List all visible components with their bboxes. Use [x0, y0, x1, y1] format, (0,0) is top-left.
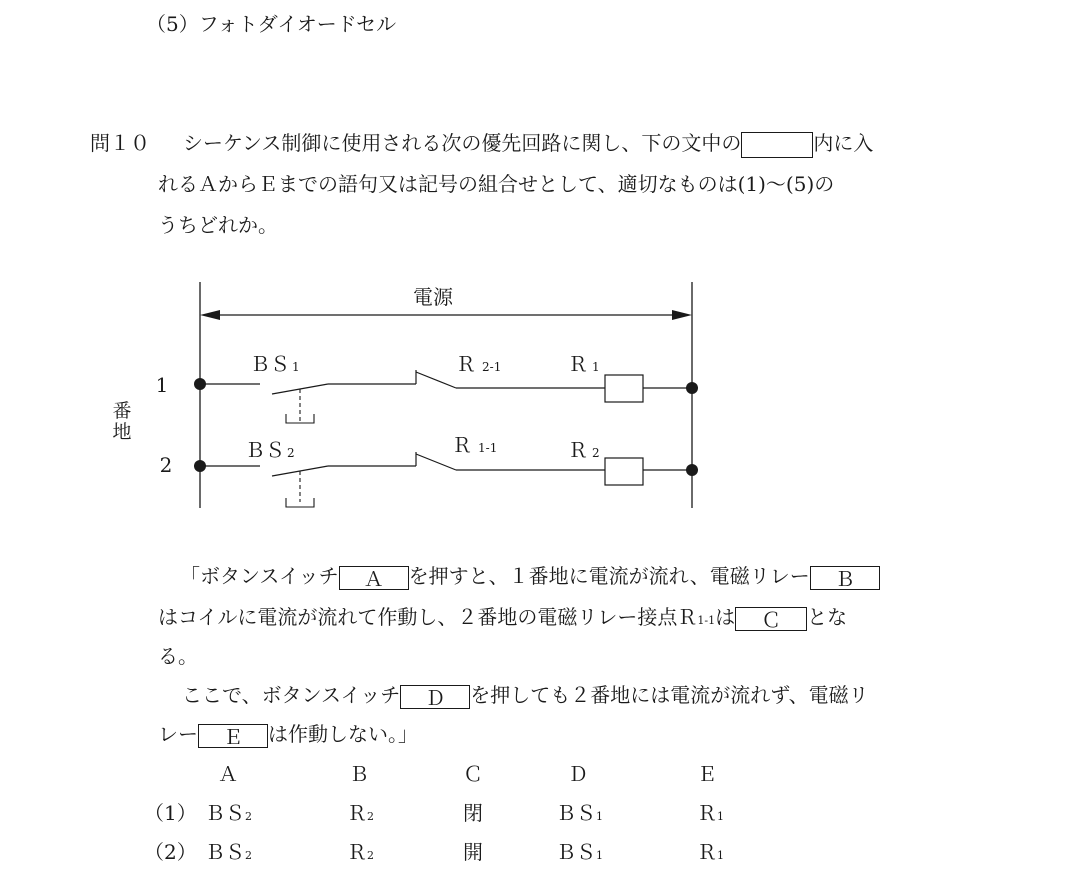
option-number: （1） [144, 801, 197, 825]
passage-text: レー [158, 722, 198, 746]
r1-1-label: Ｒ 1-1 [452, 433, 498, 457]
header-b: Ｂ [349, 762, 369, 786]
header-a: Ａ [218, 762, 238, 786]
question-line-1 [183, 127, 873, 158]
header-d: Ｄ [568, 762, 588, 786]
cell-c: 開 [463, 840, 483, 864]
passage-line-2 [158, 601, 847, 631]
row-1-right-node [686, 382, 698, 394]
question-line-1-tail: 内に入 [813, 131, 874, 155]
row-2-number: 2 [159, 453, 173, 477]
passage-text: は [715, 605, 736, 629]
passage-text: とな [807, 605, 848, 629]
passage-text: ここで、ボタンスイッチ [182, 683, 401, 707]
r1-coil [605, 375, 643, 402]
r2-label: Ｒ 2 [568, 438, 600, 462]
question-line-1-text: シーケンス制御に使用される次の優先回路に関し、下の文中の [183, 131, 742, 155]
passage-line-5 [158, 718, 418, 748]
passage-text: を押すと、１番地に電流が流れ、電磁リレー [408, 564, 810, 588]
passage-text: はコイルに電流が流れて作動し、２番地の電磁リレー接点Ｒ [158, 605, 698, 629]
power-label: 電源 [413, 285, 453, 309]
blank-c: Ｃ [735, 607, 807, 631]
blank-e: Ｅ [198, 724, 268, 748]
power-arrow-left-head [200, 310, 220, 320]
passage-line-3: る。 [158, 644, 198, 668]
bs1-label: ＢＳ 1 [250, 352, 300, 376]
cell-d: ＢＳ1 [556, 801, 603, 825]
cell-c: 閉 [463, 801, 483, 825]
blank-box [741, 132, 813, 158]
header-e: Ｅ [697, 762, 717, 786]
blank-d: Ｄ [400, 685, 470, 709]
question-line-3: うちどれか。 [158, 213, 278, 237]
previous-option-5: （5）フォトダイオードセル [146, 12, 397, 36]
question-line-2: れるＡからＥまでの語句又は記号の組合せとして、適切なものは(1)～(5)の [158, 172, 835, 196]
row-1-number: 1 [155, 373, 169, 397]
passage-subscript: 1-1 [697, 614, 716, 627]
r1-label: Ｒ 1 [568, 352, 600, 376]
header-c: Ｃ [463, 762, 483, 786]
option-number: （2） [144, 840, 197, 864]
r2-1-contact [416, 372, 456, 388]
passage-text: を押しても２番地には電流が流れず、電磁リ [470, 683, 869, 707]
question-number: 問１０ [90, 131, 150, 155]
blank-a: Ａ [339, 566, 409, 590]
cell-a: ＢＳ2 [205, 801, 252, 825]
row-2-right-node [686, 464, 698, 476]
cell-a: ＢＳ2 [205, 840, 252, 864]
r1-1-contact [416, 454, 456, 470]
power-arrow-right-head [672, 310, 692, 320]
r2-coil [605, 458, 643, 485]
passage-text: は作動しない。」 [268, 722, 418, 746]
cell-e: Ｒ1 [697, 840, 724, 864]
passage-line-4 [182, 679, 869, 709]
passage-text: 「ボタンスイッチ [180, 564, 339, 588]
priority-circuit-diagram [100, 280, 720, 515]
cell-d: ＢＳ1 [556, 840, 603, 864]
blank-b: Ｂ [810, 566, 880, 590]
address-label-char-1: 番 [112, 400, 132, 422]
cell-b: Ｒ2 [347, 801, 374, 825]
passage-line-1 [180, 560, 880, 590]
address-label-char-2: 地 [112, 421, 132, 443]
cell-b: Ｒ2 [347, 840, 374, 864]
r2-1-label: Ｒ 2-1 [456, 352, 502, 376]
bs2-label: ＢＳ 2 [245, 438, 295, 462]
cell-e: Ｒ1 [697, 801, 724, 825]
